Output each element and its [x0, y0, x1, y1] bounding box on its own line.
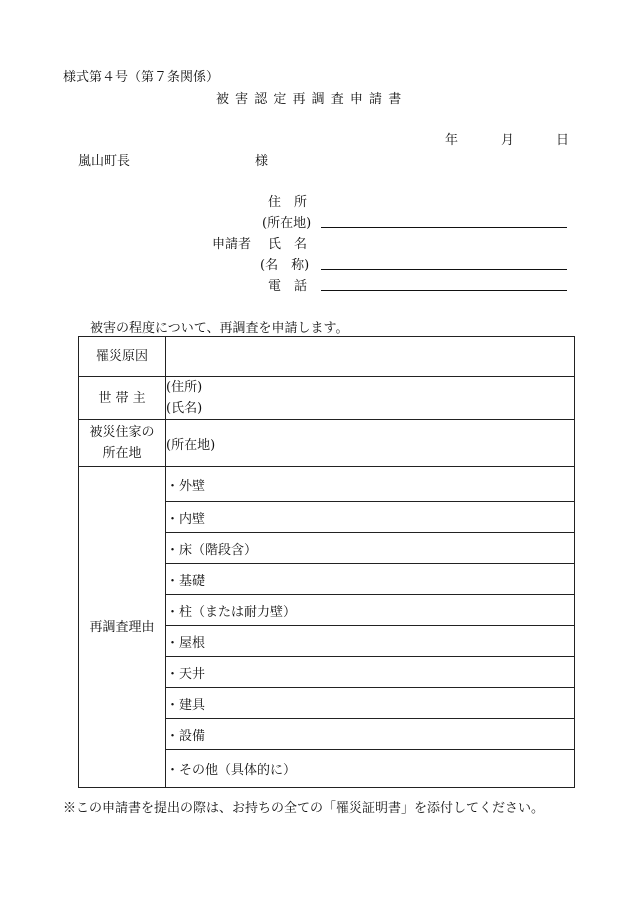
reason-item[interactable]: ・設備: [166, 719, 575, 750]
reason-item[interactable]: ・柱（または耐力壁）: [166, 595, 575, 626]
reason-item[interactable]: ・建具: [166, 688, 575, 719]
applicant-group-label: 申請者: [212, 237, 252, 252]
reason-item[interactable]: ・外壁: [166, 467, 575, 502]
reason-item[interactable]: ・その他（具体的に）: [166, 750, 575, 788]
cause-value-field[interactable]: [166, 337, 575, 377]
cause-label: 罹災原因: [79, 337, 166, 377]
household-value-field[interactable]: [166, 377, 575, 420]
household-address-label: (住所): [166, 380, 203, 395]
intro-text: 被害の程度について、再調査を申請します。: [90, 321, 349, 336]
applicant-address-label: 住 所: [268, 195, 308, 210]
table-row-reason: [79, 467, 575, 502]
table-row-cause: [79, 337, 575, 377]
date-month-label: 月: [501, 133, 515, 148]
form-number: 様式第４号（第７条関係）: [63, 70, 220, 85]
applicant-company-label: (名 称): [260, 258, 310, 273]
applicant-phone-label: 電 話: [268, 279, 308, 294]
recipient-honorific: 様: [255, 154, 269, 169]
applicant-location-label: (所在地): [262, 216, 312, 231]
application-table: [78, 336, 575, 788]
recipient-name: 嵐山町長: [78, 154, 131, 169]
household-label: 世 帯 主: [79, 377, 166, 420]
reason-item[interactable]: ・床（階段含）: [166, 533, 575, 564]
reason-item[interactable]: ・天井: [166, 657, 575, 688]
reason-item[interactable]: ・屋根: [166, 626, 575, 657]
date-year-label: 年: [445, 133, 459, 148]
reason-label: 再調査理由: [79, 467, 166, 788]
household-name-label: (氏名): [166, 401, 203, 416]
phone-underline: [321, 290, 567, 291]
footer-note: ※この申請書を提出の際は、お持ちの全ての「罹災証明書」を添付してください。: [63, 801, 545, 816]
house-location-label-line2: 所在地: [102, 446, 142, 461]
name-underline: [321, 269, 567, 270]
house-location-value-field[interactable]: (所在地): [166, 420, 575, 467]
date-day-label: 日: [556, 133, 570, 148]
applicant-name-label: 氏 名: [268, 237, 308, 252]
house-location-label: [79, 420, 166, 467]
reason-item[interactable]: ・内壁: [166, 502, 575, 533]
document-title: 被 害 認 定 再 調 査 申 請 書: [216, 92, 403, 107]
table-row-house-location: [79, 420, 575, 467]
reason-item[interactable]: ・基礎: [166, 564, 575, 595]
house-location-label-line1: 被災住家の: [89, 425, 155, 440]
table-row-household: [79, 377, 575, 420]
address-underline: [321, 227, 567, 228]
